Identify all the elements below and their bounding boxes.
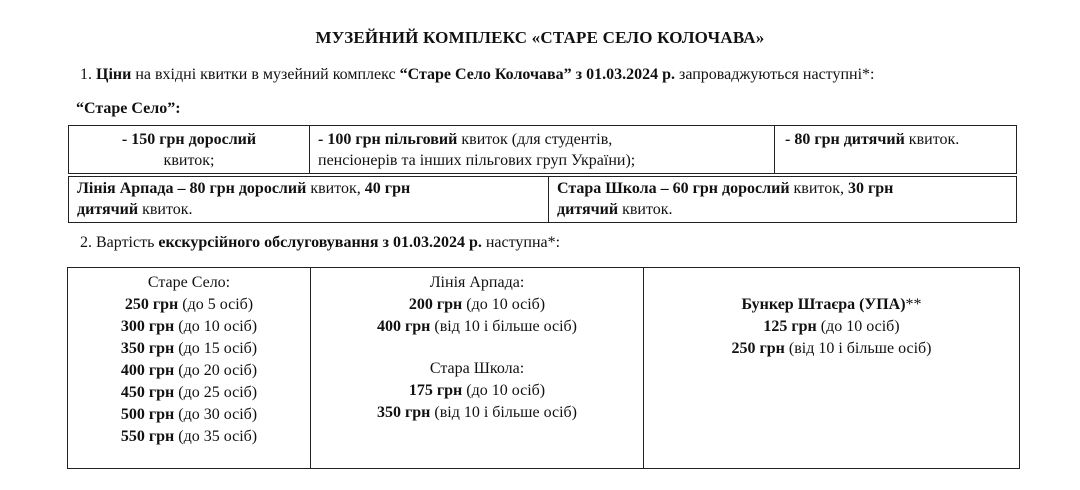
- excursion-intro: [80, 234, 560, 252]
- group-size: (до 35 осіб): [174, 428, 258, 445]
- intro-bold-museum-date: “Старе Село Колочава” з 01.03.2024 р.: [399, 66, 675, 83]
- arpad-title: Лінія Арпада:: [429, 274, 525, 291]
- excursion-intro-bold: екскурсійного обслуговування з 01.03.2024 р.: [158, 234, 482, 251]
- bunker-title-line: [650, 294, 1013, 316]
- arpad-ticket-adult: Лінія Арпада – 80 грн дорослий: [77, 180, 307, 197]
- price-line: [74, 382, 304, 404]
- table-row: [69, 126, 1017, 174]
- group-size: (до 10 осіб): [462, 382, 546, 399]
- price-line: [317, 402, 637, 424]
- child-ticket-text: квиток.: [904, 131, 960, 148]
- bunker-excursion-cell: [644, 268, 1020, 469]
- reduced-ticket-cell: [310, 126, 775, 174]
- arpad-school-excursion-cell: [311, 268, 644, 469]
- document-title: МУЗЕЙНИЙ КОМПЛЕКС «СТАРЕ СЕЛО КОЛОЧАВА»: [315, 28, 765, 47]
- price-line: [650, 316, 1013, 338]
- reduced-ticket-price: - 100 грн пільговий: [318, 131, 458, 148]
- group-size: (до 25 осіб): [174, 384, 258, 401]
- price-line: [650, 338, 1013, 360]
- price-line: [317, 294, 637, 316]
- price-line: [74, 360, 304, 382]
- arpad-ticket-child: дитячий: [77, 201, 139, 218]
- group-size: (до 15 осіб): [174, 340, 258, 357]
- adult-ticket-text: квиток;: [163, 152, 215, 169]
- child-ticket-cell: [775, 126, 1017, 174]
- ticket-table-other: [68, 176, 1017, 223]
- stare-selo-title: Старе Село:: [147, 274, 231, 291]
- price-line: [74, 338, 304, 360]
- intro-bold-prices: Ціни: [96, 66, 132, 83]
- section-label-stare-selo: “Старе Село”:: [76, 100, 181, 117]
- adult-ticket-price: - 150 грн дорослий: [121, 131, 257, 148]
- group-size: (від 10 і більше осіб): [430, 318, 577, 335]
- school-ticket-adult: Стара Школа – 60 грн дорослий: [557, 180, 790, 197]
- price-line: [74, 294, 304, 316]
- item-number: 1.: [80, 66, 96, 83]
- price: 400 грн: [120, 362, 175, 379]
- price: 350 грн: [376, 404, 431, 421]
- ticket-prices-intro: [80, 66, 874, 84]
- arpad-ticket-child-price: 40 грн: [364, 180, 411, 197]
- arpad-ticket-text-2: квиток.: [138, 201, 193, 218]
- price: 550 грн: [120, 428, 175, 445]
- price: 125 грн: [763, 318, 817, 335]
- excursion-intro-end: наступна*:: [481, 234, 561, 251]
- price: 200 грн: [408, 296, 463, 313]
- price: 400 грн: [376, 318, 431, 335]
- price-line: [317, 380, 637, 402]
- ticket-table-main: [68, 125, 1017, 174]
- excursion-intro-prefix: 2. Вартість: [80, 234, 159, 251]
- group-size: (до 5 осіб): [178, 296, 254, 313]
- price-line: [74, 316, 304, 338]
- intro-text: на вхідні квитки в музейний комплекс: [131, 66, 400, 83]
- reduced-ticket-text: квиток (для студентів,: [457, 131, 613, 148]
- school-ticket-child: дитячий: [557, 201, 619, 218]
- reduced-ticket-text-2: пенсіонерів та інших пільгових груп України);: [318, 152, 636, 169]
- group-size: (до 30 осіб): [174, 406, 258, 423]
- price-line: [74, 426, 304, 448]
- table-row: [69, 177, 1017, 223]
- child-ticket-price: - 80 грн дитячий: [785, 131, 905, 148]
- spacer: [317, 338, 637, 358]
- price-line: [74, 404, 304, 426]
- excursion-table: [67, 267, 1020, 469]
- intro-text-end: запроваджуються наступні*:: [675, 66, 875, 83]
- price: 500 грн: [120, 406, 175, 423]
- group-size: (до 10 осіб): [462, 296, 546, 313]
- price-line: [317, 316, 637, 338]
- bunker-title: Бункер Штаєра (УПА): [741, 296, 906, 313]
- school-title: Стара Школа:: [429, 360, 525, 377]
- price: 250 грн: [731, 340, 785, 357]
- price: 300 грн: [120, 318, 175, 335]
- school-ticket-cell: [549, 177, 1017, 223]
- price: 175 грн: [408, 382, 463, 399]
- group-size: (до 20 осіб): [174, 362, 258, 379]
- school-ticket-text: квиток,: [789, 180, 848, 197]
- price: 450 грн: [120, 384, 175, 401]
- table-row: [68, 268, 1020, 469]
- arpad-ticket-text: квиток,: [306, 180, 365, 197]
- arpad-ticket-cell: [69, 177, 549, 223]
- footnote-mark: **: [905, 296, 922, 313]
- stare-selo-excursion-cell: [68, 268, 311, 469]
- group-size: (від 10 і більше осіб): [784, 340, 932, 357]
- price: 250 грн: [124, 296, 179, 313]
- group-size: (від 10 і більше осіб): [430, 404, 577, 421]
- price: 350 грн: [120, 340, 175, 357]
- group-size: (до 10 осіб): [174, 318, 258, 335]
- school-ticket-child-price: 30 грн: [847, 180, 894, 197]
- adult-ticket-cell: [69, 126, 310, 174]
- group-size: (до 10 осіб): [816, 318, 900, 335]
- school-ticket-text-2: квиток.: [618, 201, 673, 218]
